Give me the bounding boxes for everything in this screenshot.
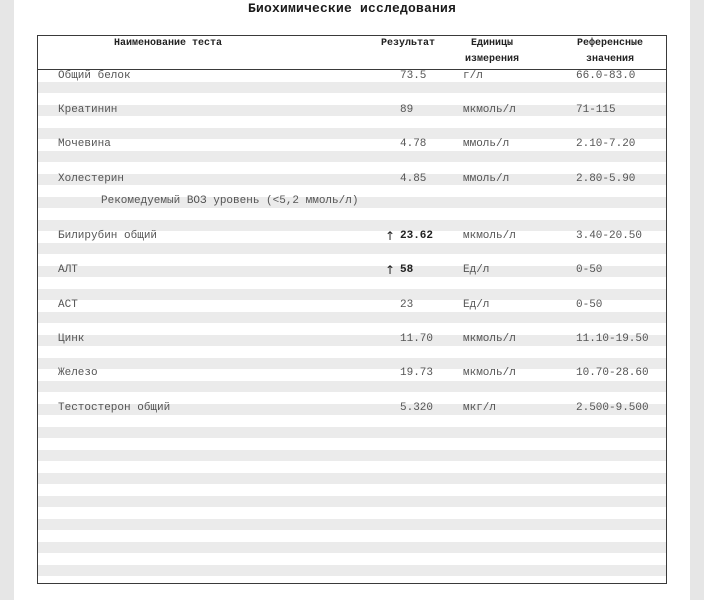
- test-result: 19.73: [400, 367, 434, 379]
- test-name: Мочевина: [58, 138, 111, 150]
- test-result: 58: [400, 264, 414, 276]
- test-unit: ммоль/л: [463, 173, 510, 185]
- document-title: Биохимические исследования: [247, 1, 457, 16]
- table-row: [38, 366, 666, 380]
- column-header-result: Результат: [380, 38, 435, 49]
- test-unit: Ед/л: [463, 299, 490, 311]
- test-unit: мкг/л: [463, 402, 497, 414]
- table-row: [38, 298, 666, 312]
- test-reference: 71-115: [576, 104, 616, 116]
- test-result: 23.62: [400, 230, 434, 242]
- column-header-name: Наименование теста: [113, 38, 223, 49]
- table-row: [38, 69, 666, 83]
- test-result: 23: [400, 299, 414, 311]
- test-reference: 10.70-28.60: [576, 367, 649, 379]
- table-row: [38, 172, 666, 186]
- test-reference: 0-50: [576, 299, 603, 311]
- table-note: Рекомедуемый ВОЗ уровень (<5,2 ммоль/л): [101, 195, 359, 207]
- test-reference: 2.10-7.20: [576, 138, 636, 150]
- column-header-units: Единицы измерения: [464, 38, 519, 65]
- test-name: Железо: [58, 367, 98, 379]
- table-row: [38, 229, 666, 243]
- table-header: [38, 36, 666, 70]
- test-reference: 2.500-9.500: [576, 402, 649, 414]
- test-name: Холестерин: [58, 173, 125, 185]
- test-name: Билирубин общий: [58, 230, 158, 242]
- table-row: [38, 263, 666, 277]
- test-reference: 2.80-5.90: [576, 173, 636, 185]
- test-result: 11.70: [400, 333, 434, 345]
- test-name: Общий белок: [58, 70, 131, 82]
- column-header-reference: Референсные значения: [576, 38, 643, 65]
- results-table: [37, 35, 667, 584]
- test-name: Креатинин: [58, 104, 118, 116]
- test-unit: мкмоль/л: [463, 230, 516, 242]
- test-reference: 11.10-19.50: [576, 333, 649, 345]
- arrow-up-icon: ↑: [385, 263, 396, 277]
- test-result: 73.5: [400, 70, 427, 82]
- arrow-up-icon: ↑: [385, 229, 396, 243]
- test-result: 5.320: [400, 402, 434, 414]
- test-result: 4.85: [400, 173, 427, 185]
- test-result: 89: [400, 104, 414, 116]
- table-row: [38, 103, 666, 117]
- test-name: АСТ: [58, 299, 78, 311]
- test-reference: 3.40-20.50: [576, 230, 643, 242]
- test-result: 4.78: [400, 138, 427, 150]
- test-name: Тестостерон общий: [58, 402, 171, 414]
- test-name: АЛТ: [58, 264, 78, 276]
- table-row: [38, 332, 666, 346]
- table-row: [38, 401, 666, 415]
- test-unit: мкмоль/л: [463, 333, 516, 345]
- test-unit: г/л: [463, 70, 483, 82]
- test-reference: 0-50: [576, 264, 603, 276]
- test-name: Цинк: [58, 333, 85, 345]
- test-unit: мкмоль/л: [463, 367, 516, 379]
- table-row: [38, 137, 666, 151]
- test-unit: ммоль/л: [463, 138, 510, 150]
- test-unit: мкмоль/л: [463, 104, 516, 116]
- test-reference: 66.0-83.0: [576, 70, 636, 82]
- test-unit: Ед/л: [463, 264, 490, 276]
